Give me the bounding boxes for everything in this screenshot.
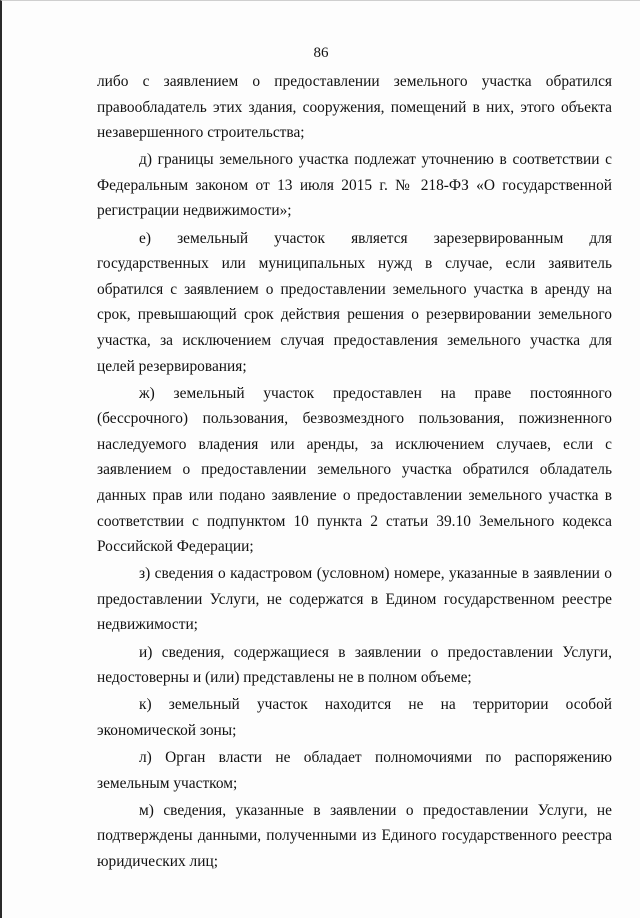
paragraph-continuation: либо с заявлением о предоставлении земельного участка обратился правообладатель этих здания, сооружения, помещений в них, этого объекта незавершенного строительства; — [97, 73, 612, 142]
paragraph-item-e: е) земельный участок является зарезервированным для государственных или муниципальных нужд в случае, если заявитель обратился с заявлением о предоставлении земельного участка в аренду на срок, превышающий срок действия решения о резервировании земельного участка, за исключением случая предоставления земельного участка для целей резервирования; — [97, 229, 612, 375]
paragraph-item-d: д) границы земельного участка подлежат уточнению в соответствии с Федеральным законом от 13 июля 2015 г. № 218-ФЗ «О государственной регистрации недвижимости»; — [97, 151, 612, 220]
paragraph-item-i: и) сведения, содержащиеся в заявлении о предоставлении Услуги, недостоверны и (или) представлены не в полном объеме; — [97, 643, 612, 687]
paragraph-item-k: к) земельный участок находится не на территории особой экономической зоны; — [97, 696, 612, 739]
paragraph-item-z: з) сведения о кадастровом (условном) номере, указанные в заявлении о предоставлении Услуги, не содержатся в Едином государственном реестре недвижимости; — [97, 565, 612, 634]
paragraph-item-zh: ж) земельный участок предоставлен на праве постоянного (бессрочного) пользования, безвозмездного пользования, пожизненного наследуемого владения или аренды, за исключением случаев, если с заявлением о предоставлении земельного участка обратился обладатель данных прав или подано заявление о предоставлении земельного участка в соответствии с подпунктом 10 пункта 2 статьи 39.10 Земельного кодекса Российской Федерации; — [97, 384, 612, 556]
page-number: 86 — [313, 45, 329, 61]
paragraph-item-m: м) сведения, указанные в заявлении о предоставлении Услуги, не подтверждены данными, полученными из Единого государственного реестра юридических лиц; — [97, 801, 612, 870]
document-body — [97, 69, 612, 876]
paragraph-item-l: л) Орган власти не обладает полномочиями по распоряжению земельным участком; — [97, 748, 612, 792]
